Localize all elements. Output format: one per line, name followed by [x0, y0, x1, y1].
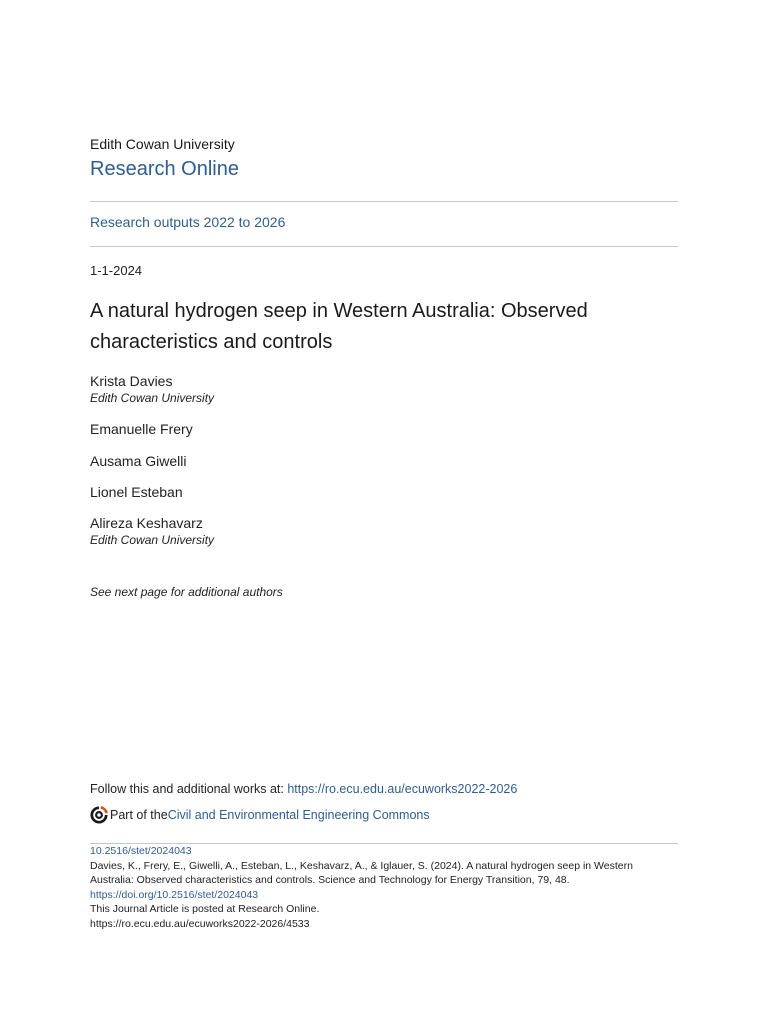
divider-top: [90, 201, 678, 202]
publication-date: 1-1-2024: [90, 263, 143, 278]
item-url: https://ro.ecu.edu.au/ecuworks2022-2026/4533: [90, 917, 310, 930]
doi-url-link[interactable]: https://doi.org/10.2516/stet/2024043: [90, 888, 259, 901]
commons-link[interactable]: Civil and Environmental Engineering Commons: [167, 808, 430, 822]
repository-link[interactable]: Research Online: [90, 158, 239, 180]
citation-text: Davies, K., Frery, E., Giwelli, A., Esteban, L., Keshavarz, A., & Iglauer, S. (2024). A natural hydrogen seep in Western Australia: Observed characteristics and controls. Science and Technology for Energy Transition, 79, 48.: [90, 859, 633, 886]
institution-name: Edith Cowan University: [90, 136, 235, 152]
author-name: Ausama Giwelli: [90, 453, 187, 469]
divider-middle: [90, 246, 678, 247]
collection-url-link[interactable]: https://ro.ecu.edu.au/ecuworks2022-2026: [287, 782, 518, 796]
follow-line: [90, 782, 517, 796]
follow-label: Follow this and additional works at:: [90, 782, 288, 796]
author-name: Lionel Esteban: [90, 484, 183, 500]
commons-icon: [90, 806, 108, 824]
author-affiliation: Edith Cowan University: [90, 533, 215, 547]
author-affiliation: Edith Cowan University: [90, 391, 215, 405]
posted-note: This Journal Article is posted at Research Online.: [90, 903, 320, 915]
part-of-label: Part of the: [110, 808, 168, 822]
author-name: Krista Davies: [90, 373, 173, 389]
article-title: A natural hydrogen seep in Western Australia: Observed characteristics and controls: [90, 300, 588, 353]
author-name: Emanuelle Frery: [90, 421, 193, 437]
author-name: Alireza Keshavarz: [90, 515, 203, 531]
footer-block: [90, 844, 678, 931]
part-of-line: [90, 806, 430, 824]
additional-authors-note: See next page for additional authors: [90, 585, 283, 599]
doi-short-link[interactable]: 10.2516/stet/2024043: [90, 845, 192, 857]
collection-link[interactable]: Research outputs 2022 to 2026: [90, 214, 286, 230]
